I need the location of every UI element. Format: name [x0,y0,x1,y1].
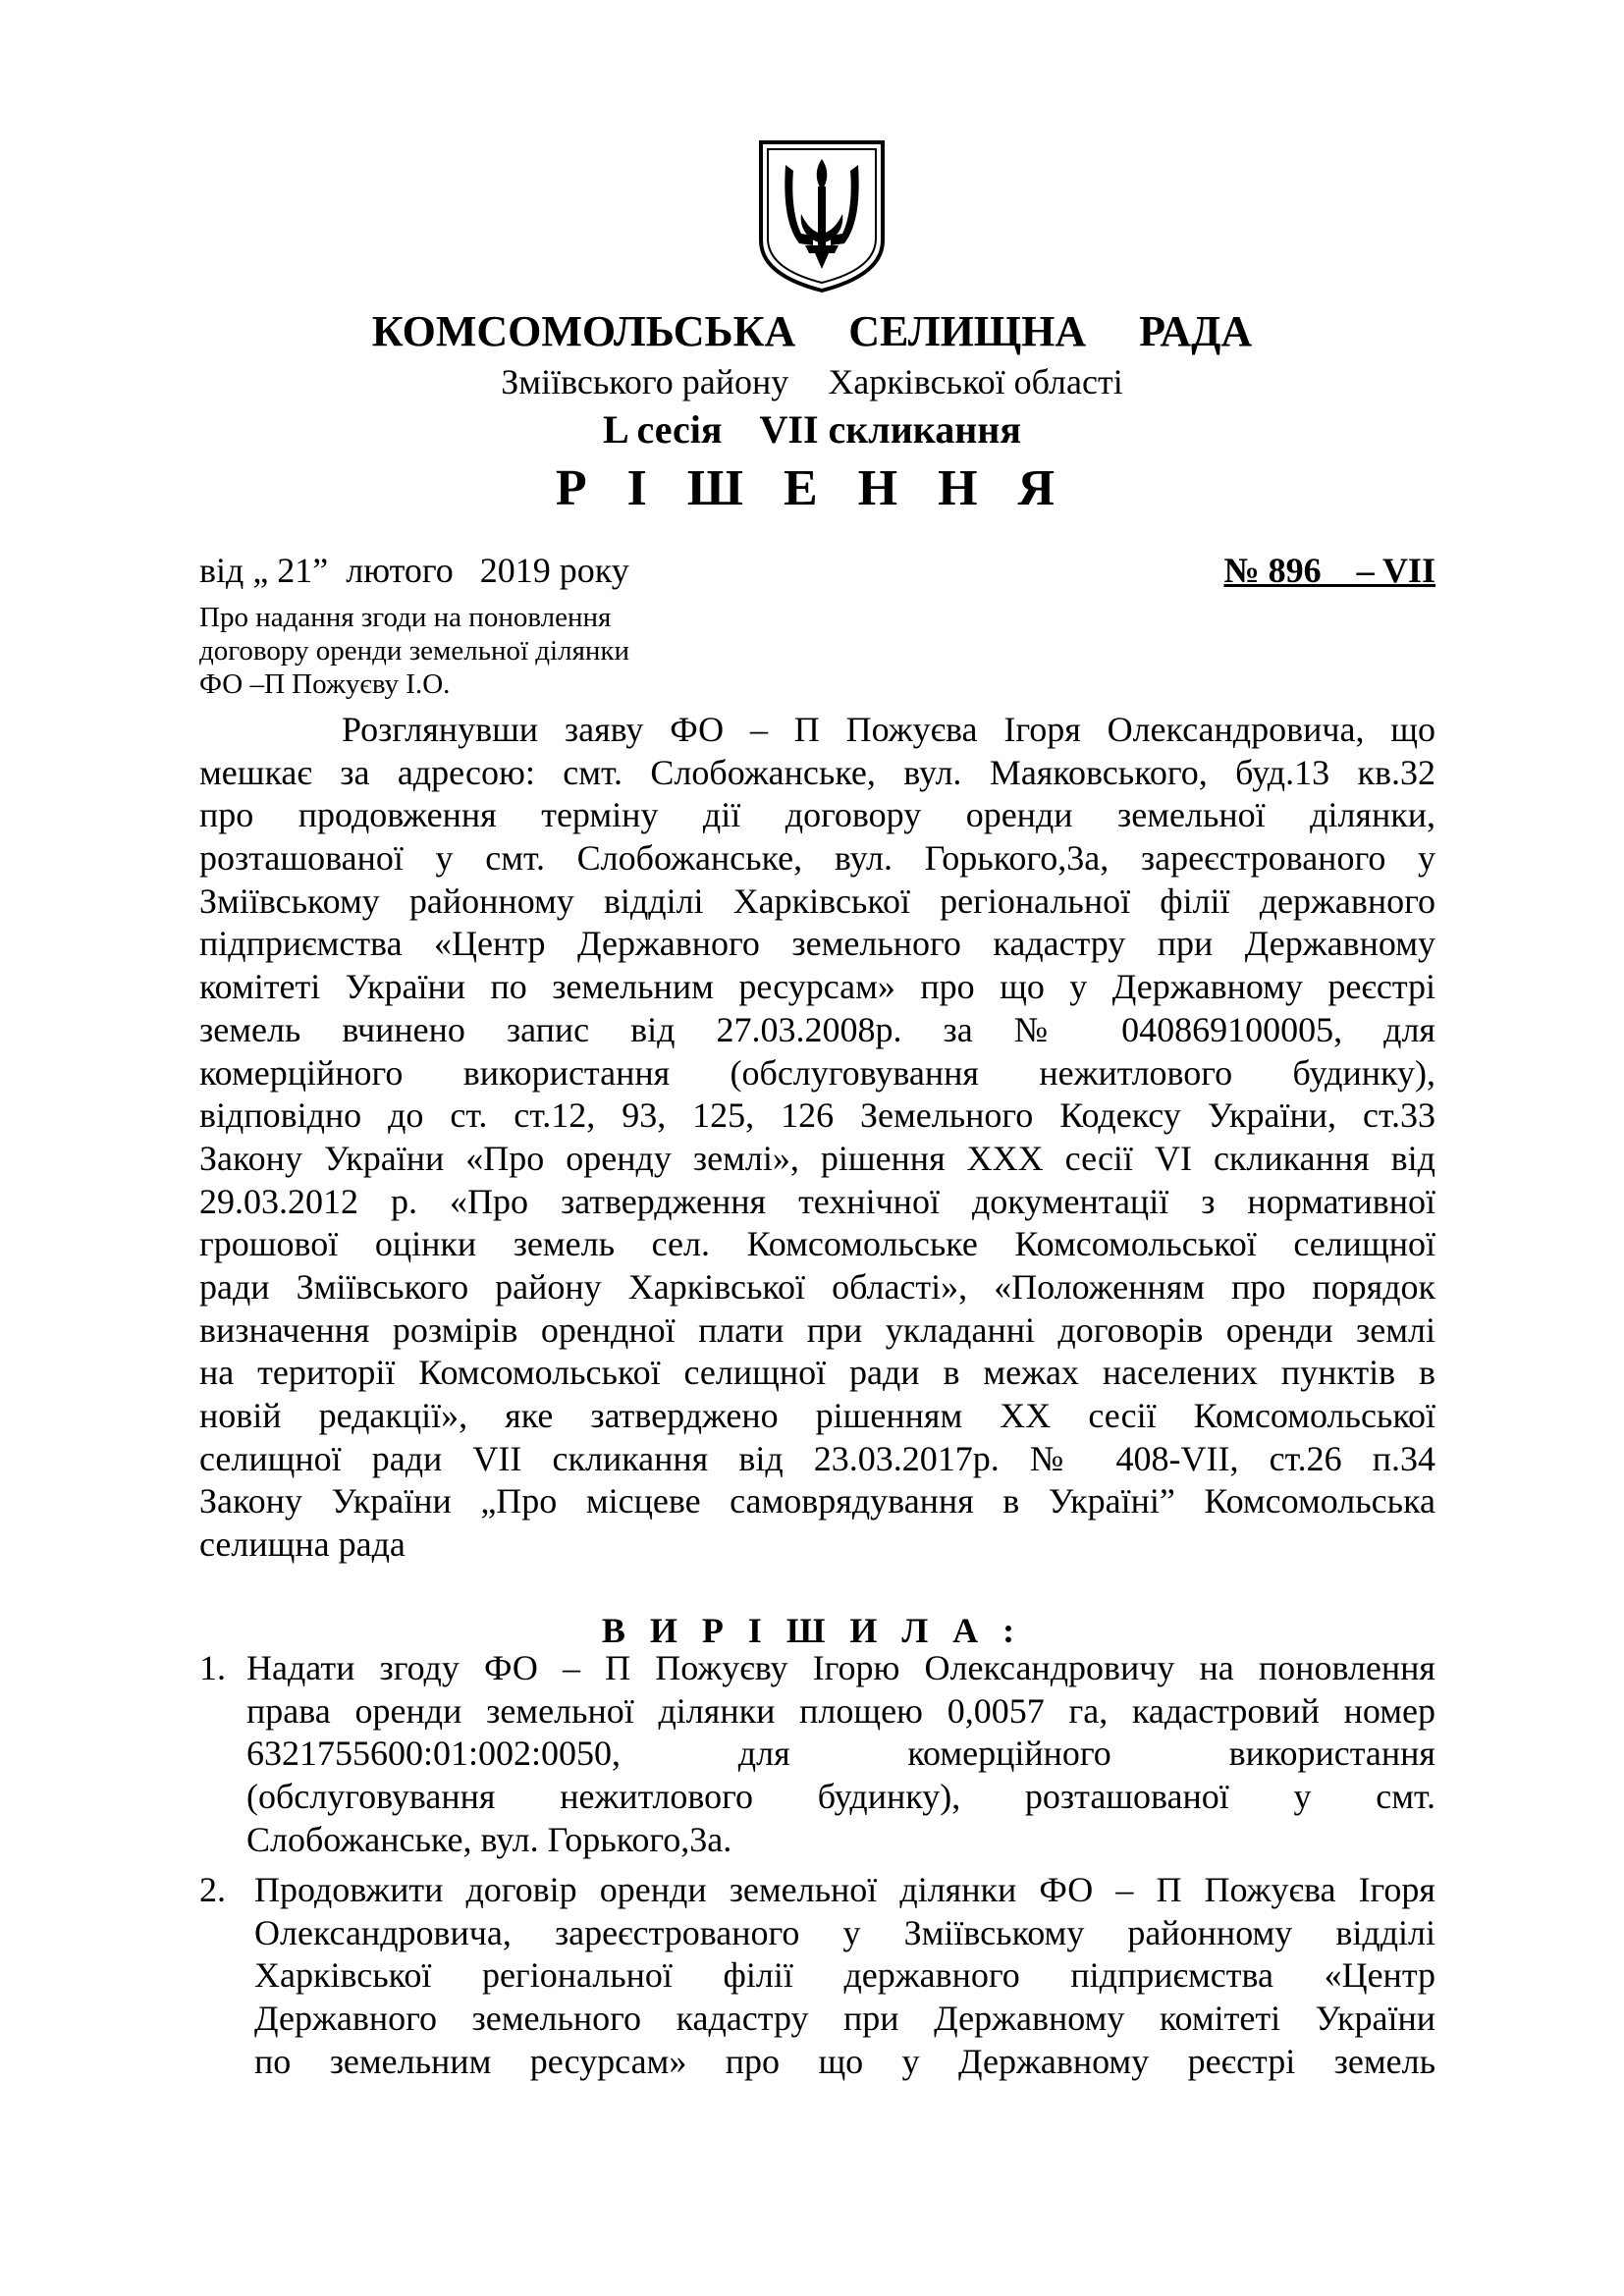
item-line: Державного земельного кадастру при Державному комітеті України [254,1999,1435,2039]
preamble-line: земель вчинено запис від 27.03.2008р. за № 040869100005, для [199,1009,1435,1049]
preamble-line: комерційного використання (обслуговування нежитлового будинку), [199,1052,1435,1093]
preamble-line: визначення розмірів орендної плати при укладанні договорів оренди землі [199,1309,1435,1350]
preamble-line: селищної ради VII скликання від 23.03.2017р. № 408-VII, ст.26 п.34 [199,1438,1435,1478]
preamble-line: Розглянувши заяву ФО – П Пожуєва Ігоря Олександровича, що [342,710,1435,749]
preamble-line: розташованої у смт. Слобожанське, вул. Горького,3а, зареєстрованого у [199,838,1435,879]
subject-line: Про надання згоди на поновлення [199,602,612,633]
item-line: Харківської регіональної філії державного підприємства «Центр [254,1955,1435,1996]
decision-date: від „ 21” лютого 2019 року [199,551,629,590]
district-name: Зміївського району [501,362,789,401]
item-number: 1. [199,1648,226,1687]
item-line: 6321755600:01:002:0050, для комерційного використання [246,1734,1435,1774]
document-title: Р І Ш Е Н Н Я [555,460,1069,516]
preamble-line: новій редакції», яке затверджено рішенням ХХ сесії Комсомольської [199,1396,1435,1435]
item-line: по земельним ресурсам» про що у Державному реєстрі земель [254,2041,1435,2081]
subject-line: ФО –П Пожуєву І.О. [199,668,451,700]
preamble-line: 29.03.2012 р. «Про затвердження технічної документації з нормативної [199,1181,1435,1221]
coat-of-arms-emblem [756,137,888,294]
council-region [196,361,1428,402]
preamble-line: селищна рада [199,1524,406,1565]
council-name-part: РАДА [1139,307,1253,355]
item-line: (обслуговування нежитлового будинку), розташованої у смт. [246,1777,1435,1817]
subject-line: договору оренди земельної ділянки [199,635,630,667]
convocation-number: VII скликання [759,407,1021,452]
preamble-line: підприємства «Центр Державного земельного кадастру при Державному [199,924,1435,964]
preamble-line: грошової оцінки земель сел. Комсомольське Комсомольської селищної [199,1224,1435,1264]
council-name [196,306,1428,356]
item-line: Олександровича, зареєстрованого у Зміївському районному відділі [254,1912,1435,1952]
resolution-item [199,1869,1435,2083]
resolution-item [199,1647,1435,1861]
item-line: Надати згоду ФО – П Пожуєву Ігорю Олександровичу на поновлення [246,1648,1435,1687]
council-name-part: СЕЛИЩНА [848,307,1087,355]
item-line: Слобожанське, вул. Горького,3а. [246,1819,732,1859]
preamble-line: ради Зміївського району Харківської області», «Положенням про порядок [199,1266,1435,1307]
preamble-line: Закону України „Про місцеве самоврядування в Україні” Комсомольська [199,1481,1435,1522]
preamble-line: Закону України «Про оренду землі», рішення ХХХ сесії VI скликання від [199,1138,1435,1178]
decision-subject [199,601,629,701]
preamble-line: Зміївському районному відділі Харківської регіональної філії державного [199,881,1435,921]
session-heading [196,406,1428,453]
council-name-part: КОМСОМОЛЬСЬКА [371,307,796,355]
decision-number: № 896 – VII [1223,551,1435,590]
preamble-line: мешкає за адресою: смт. Слобожанське, вул. Маяковського, буд.13 кв.32 [199,752,1435,792]
item-line: права оренди земельної ділянки площею 0,0057 га, кадастровий номер [246,1690,1435,1731]
session-number: L сесія [603,407,723,452]
oblast-name: Харківської області [828,362,1123,401]
preamble-line: комітеті України по земельним ресурсам» про що у Державному реєстрі [199,967,1435,1007]
preamble-line: відповідно до ст. ст.12, 93, 125, 126 Земельного Кодексу України, ст.33 [199,1095,1435,1136]
resolved-heading: В И Р І Ш И Л А : [601,1611,1023,1650]
preamble-paragraph [199,709,1435,1567]
preamble-line: на території Комсомольської селищної ради в межах населених пунктів в [199,1353,1435,1393]
preamble-line: про продовження терміну дії договору оренди земельної ділянки, [199,795,1435,835]
item-line: Продовжити договір оренди земельної ділянки ФО – П Пожуєва Ігоря [254,1870,1435,1909]
item-number: 2. [199,1870,226,1909]
